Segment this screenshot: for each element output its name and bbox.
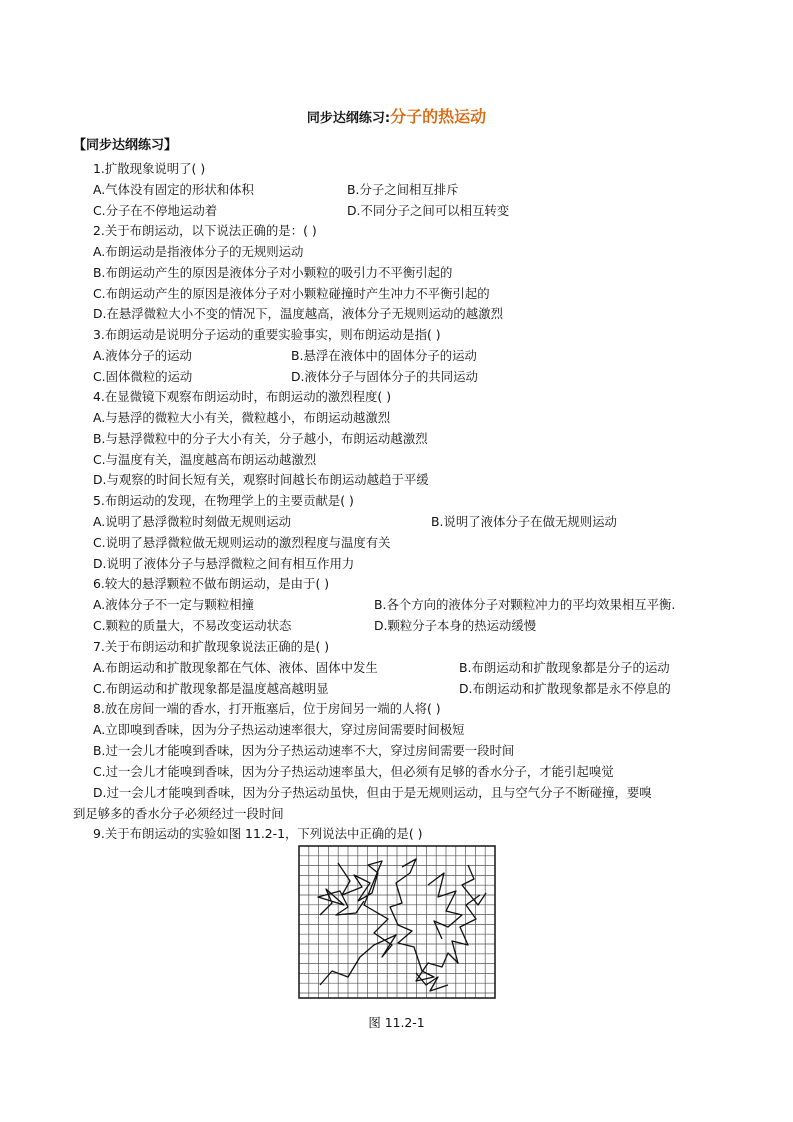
section-heading: 【同步达纲练习】: [73, 138, 178, 153]
question-8-option-b: B.过一会儿才能嗅到香味，因为分子热运动速率不大，穿过房间需要一段时间: [93, 743, 515, 758]
brownian-motion-diagram: [298, 845, 496, 999]
question-9-stem: 9.关于布朗运动的实验如图 11.2-1，下列说法中正确的是( ): [93, 826, 423, 841]
question-7-stem: 7.关于布朗运动和扩散现象说法正确的是( ): [93, 639, 330, 654]
question-4-stem: 4.在显微镜下观察布朗运动时，布朗运动的激烈程度( ): [93, 389, 392, 404]
title-main: 分子的热运动: [390, 107, 487, 126]
particle-track-3: [390, 859, 480, 981]
question-1-option-a: A.气体没有固定的形状和体积: [93, 182, 254, 197]
question-3-option-a: A.液体分子的运动: [93, 348, 192, 363]
question-1-option-d: D.不同分子之间可以相互转变: [347, 203, 510, 218]
question-5-option-b: B.说明了液体分子在做无规则运动: [431, 514, 617, 529]
question-1-option-c: C.分子在不停地运动着: [93, 203, 218, 218]
question-2-option-b: B.布朗运动产生的原因是液体分子对小颗粒的吸引力不平衡引起的: [93, 265, 453, 280]
question-6-option-c: C.颗粒的质量大，不易改变运动状态: [93, 618, 292, 633]
question-5-option-c: C.说明了悬浮微粒做无规则运动的激烈程度与温度有关: [93, 535, 391, 550]
page-title: [0, 106, 793, 130]
question-5-stem: 5.布朗运动的发现，在物理学上的主要贡献是( ): [93, 493, 354, 508]
question-2-option-d: D.在悬浮微粒大小不变的情况下，温度越高，液体分子无规则运动的越激烈: [93, 306, 503, 321]
particle-track-4: [428, 873, 462, 939]
question-4-option-b: B.与悬浮微粒中的分子大小有关，分子越小，布朗运动越激烈: [93, 431, 428, 446]
question-6-option-d: D.颗粒分子本身的热运动缓慢: [374, 618, 537, 633]
question-6-option-b: B.各个方向的液体分子对颗粒冲力的平均效果相互平衡.: [374, 597, 676, 612]
question-7-option-a: A.布朗运动和扩散现象都在气体、液体、固体中发生: [93, 660, 378, 675]
brownian-motion-figure: [298, 845, 496, 999]
question-3-option-b: B.悬浮在液体中的固体分子的运动: [291, 348, 477, 363]
question-4-option-d: D.与观察的时间长短有关，观察时间越长布朗运动越趋于平缓: [93, 472, 429, 487]
question-7-option-b: B.布朗运动和扩散现象都是分子的运动: [459, 660, 670, 675]
question-8-option-d: D.过一会儿才能嗅到香味，因为分子热运动虽快，但由于是无规则运动，且与空气分子不断碰撞，要嗅: [93, 785, 652, 800]
question-3-option-d: D.液体分子与固体分子的共同运动: [291, 369, 478, 384]
question-4-option-c: C.与温度有关，温度越高布朗运动越激烈: [93, 452, 317, 467]
question-7-option-c: C.布朗运动和扩散现象都是温度越高越明显: [93, 681, 329, 696]
question-1-option-b: B.分子之间相互排斥: [347, 182, 459, 197]
question-3-option-c: C.固体微粒的运动: [93, 369, 193, 384]
question-4-option-a: A.与悬浮的微粒大小有关，微粒越小，布朗运动越激烈: [93, 410, 391, 425]
question-1-stem: 1.扩散现象说明了( ): [93, 161, 206, 176]
question-2-option-c: C.布朗运动产生的原因是液体分子对小颗粒碰撞时产生冲力不平衡引起的: [93, 286, 490, 301]
question-6-stem: 6.较大的悬浮颗粒不做布朗运动，是由于( ): [93, 576, 330, 591]
question-8-option-a: A.立即嗅到香味，因为分子热运动速率很大，穿过房间需要时间极短: [93, 722, 465, 737]
question-8-stem: 8.放在房间一端的香水，打开瓶塞后，位于房间另一端的人将( ): [93, 701, 441, 716]
question-5-option-d: D.说明了液体分子与悬浮微粒之间有相互作用力: [93, 556, 355, 571]
title-prefix: 同步达纲练习:: [306, 111, 391, 126]
question-3-stem: 3.布朗运动是说明分子运动的重要实验事实，则布朗运动是指( ): [93, 327, 441, 342]
question-5-option-a: A.说明了悬浮微粒时刻做无规则运动: [93, 514, 292, 529]
question-2-stem: 2.关于布朗运动，以下说法正确的是：( ): [93, 223, 317, 238]
question-8-option-d-continued: 到足够多的香水分子必须经过一段时间: [73, 806, 284, 821]
question-2-option-a: A.布朗运动是指液体分子的无规则运动: [93, 244, 304, 259]
particle-track-2: [318, 889, 364, 915]
figure-caption: 图 11.2-1: [368, 1015, 425, 1030]
question-6-option-a: A.液体分子不一定与颗粒相撞: [93, 597, 254, 612]
question-8-option-c: C.过一会儿才能嗅到香味，因为分子热运动速率虽大，但必须有足够的香水分子，才能引起嗅觉: [93, 764, 614, 779]
question-7-option-d: D.布朗运动和扩散现象都是永不停息的: [459, 681, 671, 696]
